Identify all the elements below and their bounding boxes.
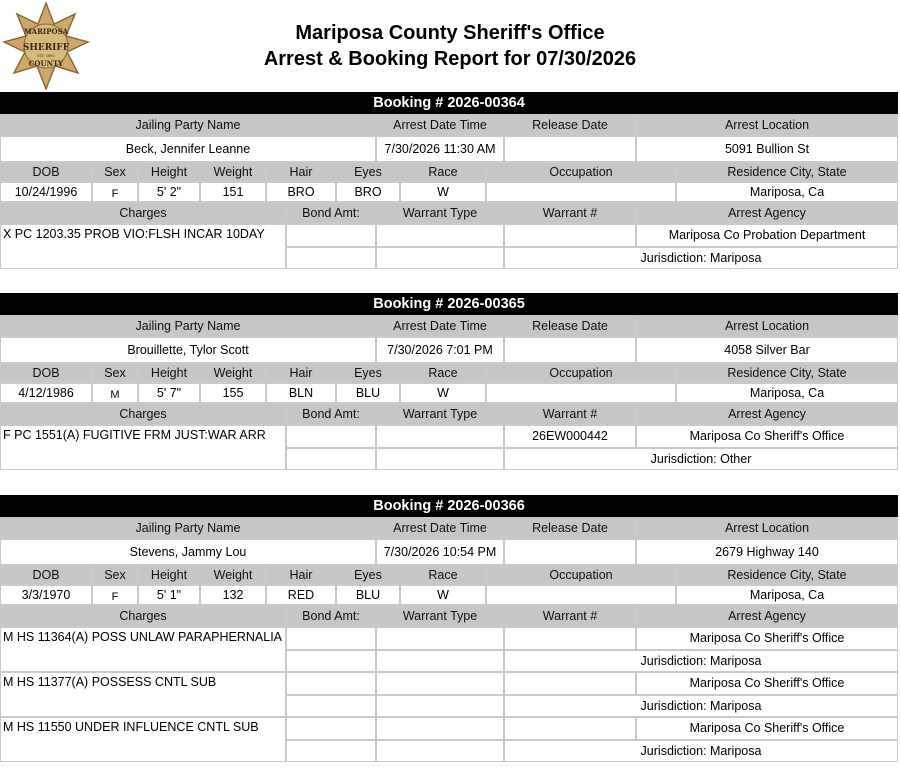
- residence-value: Mariposa, Ca: [676, 585, 898, 605]
- charge-spacer-cell: [286, 740, 376, 762]
- warrant-type-header: Warrant Type: [376, 605, 504, 627]
- sex-value: F: [92, 182, 138, 202]
- charge-spacer-cell: [286, 650, 376, 672]
- occupation-header: Occupation: [486, 565, 676, 585]
- arrest-date-time-header: Arrest Date Time: [376, 114, 504, 136]
- warrant-type-value: [376, 672, 504, 695]
- bond-amount-value: [286, 627, 376, 650]
- badge-mid-text: SHERIFF: [22, 43, 70, 53]
- warrant-type-header: Warrant Type: [376, 403, 504, 425]
- sex-header: Sex: [92, 565, 138, 585]
- warrant-type-value: [376, 627, 504, 650]
- charge-spacer-cell: [286, 448, 376, 470]
- occupation-value: [486, 383, 676, 403]
- arrest-location-value: 2679 Highway 140: [636, 539, 898, 565]
- arrest-date-time-header: Arrest Date Time: [376, 315, 504, 337]
- weight-header: Weight: [200, 565, 266, 585]
- weight-value: 155: [200, 383, 266, 403]
- occupation-header: Occupation: [486, 363, 676, 383]
- warrant-number-value: [504, 224, 636, 247]
- warrant-type-value: [376, 224, 504, 247]
- charge-spacer-cell: [376, 740, 504, 762]
- residence-header: Residence City, State: [676, 363, 898, 383]
- height-value: 5' 1": [138, 585, 200, 605]
- dob-value: 3/3/1970: [0, 585, 92, 605]
- warrant-number-value: [504, 627, 636, 650]
- report-subtitle: Arrest & Booking Report for 07/30/2026: [263, 48, 637, 70]
- warrant-type-value: [376, 425, 504, 448]
- sex-value: F: [92, 585, 138, 605]
- arrest-agency-header: Arrest Agency: [636, 605, 898, 627]
- height-value: 5' 7": [138, 383, 200, 403]
- height-header: Height: [138, 565, 200, 585]
- booking-section: [0, 293, 898, 473]
- charge-spacer-cell: [376, 650, 504, 672]
- badge-top-text: MARIPOSA: [23, 27, 69, 36]
- arrest-agency-value: Mariposa Co Sheriff's Office: [636, 627, 898, 650]
- bond-amount-value: [286, 224, 376, 247]
- charge-description: M HS 11364(A) POSS UNLAW PARAPHERNALIA: [0, 627, 286, 672]
- arrest-date-time-header: Arrest Date Time: [376, 517, 504, 539]
- weight-value: 151: [200, 182, 266, 202]
- hair-header: Hair: [266, 565, 336, 585]
- jailing-party-name-header: Jailing Party Name: [0, 114, 376, 136]
- residence-header: Residence City, State: [676, 565, 898, 585]
- jurisdiction-value: Jurisdiction: Mariposa: [504, 650, 898, 672]
- arrest-location-header: Arrest Location: [636, 114, 898, 136]
- booking-section: [0, 495, 898, 765]
- jurisdiction-value: Jurisdiction: Mariposa: [504, 247, 898, 269]
- hair-header: Hair: [266, 363, 336, 383]
- charge-description: M HS 11550 UNDER INFLUENCE CNTL SUB: [0, 717, 286, 762]
- release-date-value: [504, 136, 636, 162]
- warrant-type-header: Warrant Type: [376, 202, 504, 224]
- warrant-number-value: [504, 672, 636, 695]
- jailing-party-name-header: Jailing Party Name: [0, 315, 376, 337]
- dob-value: 4/12/1986: [0, 383, 92, 403]
- arrest-date-time-value: 7/30/2026 7:01 PM: [376, 337, 504, 363]
- height-header: Height: [138, 162, 200, 182]
- residence-header: Residence City, State: [676, 162, 898, 182]
- race-header: Race: [400, 363, 486, 383]
- release-date-value: [504, 539, 636, 565]
- warrant-number-header: Warrant #: [504, 403, 636, 425]
- charges-header: Charges: [0, 403, 286, 425]
- bond-amount-value: [286, 717, 376, 740]
- arrest-agency-header: Arrest Agency: [636, 403, 898, 425]
- bond-amount-header: Bond Amt:: [286, 202, 376, 224]
- booking-number-header: Booking # 2026-00364: [0, 92, 898, 114]
- sex-header: Sex: [92, 162, 138, 182]
- arrest-location-value: 5091 Bullion St: [636, 136, 898, 162]
- arrest-location-header: Arrest Location: [636, 315, 898, 337]
- hair-header: Hair: [266, 162, 336, 182]
- weight-header: Weight: [200, 162, 266, 182]
- dob-value: 10/24/1996: [0, 182, 92, 202]
- release-date-header: Release Date: [504, 517, 636, 539]
- eyes-header: Eyes: [336, 565, 400, 585]
- occupation-value: [486, 182, 676, 202]
- arrest-date-time-value: 7/30/2026 10:54 PM: [376, 539, 504, 565]
- bond-amount-value: [286, 425, 376, 448]
- charge-spacer-cell: [376, 695, 504, 717]
- charge-spacer-cell: [286, 695, 376, 717]
- bond-amount-header: Bond Amt:: [286, 403, 376, 425]
- arrest-date-time-value: 7/30/2026 11:30 AM: [376, 136, 504, 162]
- bond-amount-header: Bond Amt:: [286, 605, 376, 627]
- charge-spacer-cell: [286, 247, 376, 269]
- race-value: W: [400, 585, 486, 605]
- dob-header: DOB: [0, 162, 92, 182]
- release-date-value: [504, 337, 636, 363]
- release-date-header: Release Date: [504, 315, 636, 337]
- residence-value: Mariposa, Ca: [676, 383, 898, 403]
- arrest-location-header: Arrest Location: [636, 517, 898, 539]
- occupation-value: [486, 585, 676, 605]
- occupation-header: Occupation: [486, 162, 676, 182]
- arrest-agency-value: Mariposa Co Sheriff's Office: [636, 425, 898, 448]
- arrest-agency-value: Mariposa Co Probation Department: [636, 224, 898, 247]
- arrest-agency-header: Arrest Agency: [636, 202, 898, 224]
- charges-header: Charges: [0, 202, 286, 224]
- jailing-party-name-header: Jailing Party Name: [0, 517, 376, 539]
- jailing-party-name-value: Beck, Jennifer Leanne: [0, 136, 376, 162]
- race-value: W: [400, 182, 486, 202]
- race-value: W: [400, 383, 486, 403]
- sex-value: M: [92, 383, 138, 403]
- arrest-agency-value: Mariposa Co Sheriff's Office: [636, 717, 898, 740]
- jailing-party-name-value: Brouillette, Tylor Scott: [0, 337, 376, 363]
- booking-section: [0, 92, 898, 272]
- release-date-header: Release Date: [504, 114, 636, 136]
- height-value: 5' 2": [138, 182, 200, 202]
- report-title: Mariposa County Sheriff's Office: [295, 22, 605, 44]
- height-header: Height: [138, 363, 200, 383]
- warrant-number-header: Warrant #: [504, 202, 636, 224]
- arrest-agency-value: Mariposa Co Sheriff's Office: [636, 672, 898, 695]
- charge-spacer-cell: [376, 448, 504, 470]
- warrant-number-value: [504, 717, 636, 740]
- booking-number-header: Booking # 2026-00365: [0, 293, 898, 315]
- badge-small-text: EST. 1850: [37, 54, 55, 58]
- eyes-header: Eyes: [336, 363, 400, 383]
- dob-header: DOB: [0, 363, 92, 383]
- warrant-number-header: Warrant #: [504, 605, 636, 627]
- bond-amount-value: [286, 672, 376, 695]
- jurisdiction-value: Jurisdiction: Other: [504, 448, 898, 470]
- charge-description: F PC 1551(A) FUGITIVE FRM JUST:WAR ARR: [0, 425, 286, 470]
- arrest-location-value: 4058 Silver Bar: [636, 337, 898, 363]
- sex-header: Sex: [92, 363, 138, 383]
- charge-description: M HS 11377(A) POSSESS CNTL SUB: [0, 672, 286, 717]
- dob-header: DOB: [0, 565, 92, 585]
- warrant-type-value: [376, 717, 504, 740]
- charge-description: X PC 1203.35 PROB VIO:FLSH INCAR 10DAY: [0, 224, 286, 269]
- hair-value: BLN: [266, 383, 336, 403]
- badge-bottom-text: COUNTY: [28, 59, 64, 68]
- hair-value: RED: [266, 585, 336, 605]
- hair-value: BRO: [266, 182, 336, 202]
- charges-header: Charges: [0, 605, 286, 627]
- warrant-number-value: 26EW000442: [504, 425, 636, 448]
- eyes-header: Eyes: [336, 162, 400, 182]
- charge-spacer-cell: [376, 247, 504, 269]
- sheriff-star-badge-logo: [2, 2, 90, 90]
- race-header: Race: [400, 565, 486, 585]
- booking-number-header: Booking # 2026-00366: [0, 495, 898, 517]
- eyes-value: BRO: [336, 182, 400, 202]
- jurisdiction-value: Jurisdiction: Mariposa: [504, 695, 898, 717]
- eyes-value: BLU: [336, 383, 400, 403]
- jailing-party-name-value: Stevens, Jammy Lou: [0, 539, 376, 565]
- eyes-value: BLU: [336, 585, 400, 605]
- weight-value: 132: [200, 585, 266, 605]
- race-header: Race: [400, 162, 486, 182]
- weight-header: Weight: [200, 363, 266, 383]
- residence-value: Mariposa, Ca: [676, 182, 898, 202]
- jurisdiction-value: Jurisdiction: Mariposa: [504, 740, 898, 762]
